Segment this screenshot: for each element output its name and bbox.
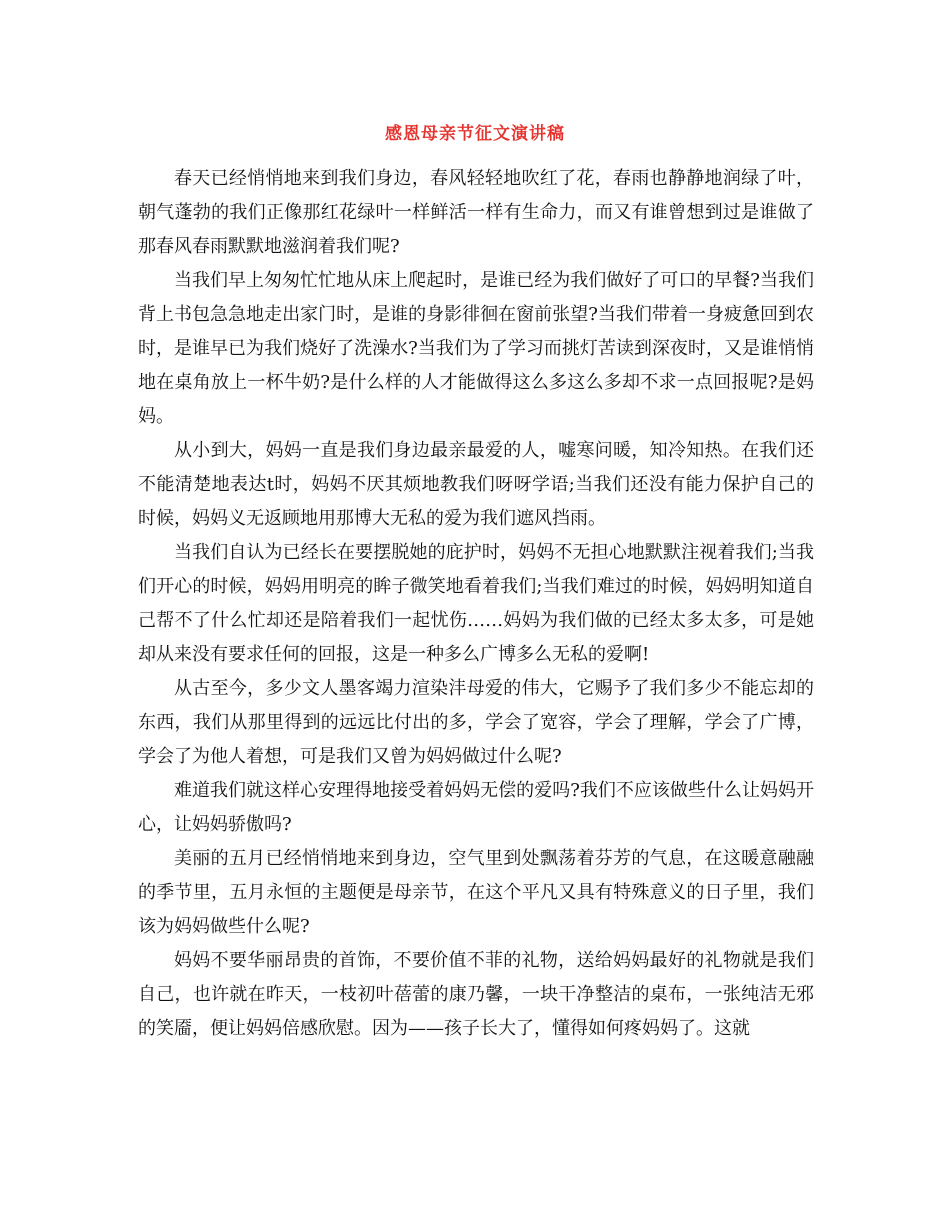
paragraph: 当我们自认为已经长在要摆脱她的庇护时，妈妈不无担心地默默注视着我们;当我们开心的时候，妈妈用明亮的眸子微笑地看着我们;当我们难过的时候，妈妈明知道自己帮不了什么忙却还是陪着我们一起忧伤……妈妈为我们做的已经太多太多，可是她却从来没有要求任何的回报，这是一种多么广博多么无私的爱啊! [138,542,814,665]
paragraph: 美丽的五月已经悄悄地来到身边，空气里到处飘荡着芬芳的气息，在这暖意融融的季节里，五月永恒的主题便是母亲节，在这个平凡又具有特殊意义的日子里，我们该为妈妈做些什么呢? [138,848,814,937]
paragraph: 春天已经悄悄地来到我们身边，春风轻轻地吹红了花，春雨也静静地润绿了叶，朝气蓬勃的我们正像那红花绿叶一样鲜活一样有生命力，而又有谁曾想到过是谁做了那春风春雨默默地滋润着我们呢? [138,168,814,257]
document-title: 感恩母亲节征文演讲稿 [385,124,565,144]
paragraph: 妈妈不要华丽昂贵的首饰，不要价值不菲的礼物，送给妈妈最好的礼物就是我们自己，也许就在昨天，一枝初叶蓓蕾的康乃馨，一块干净整洁的桌布，一张纯洁无邪的笑靥，便让妈妈倍感欣慰。因为——孩子长大了，懂得如何疼妈妈了。这就 [138,950,814,1039]
document-body [138,162,814,1046]
paragraph: 难道我们就这样心安理得地接受着妈妈无偿的爱吗?我们不应该做些什么让妈妈开心，让妈妈骄傲吗? [138,780,814,835]
paragraph: 当我们早上匆匆忙忙地从床上爬起时，是谁已经为我们做好了可口的早餐?当我们背上书包急急地走出家门时，是谁的身影徘徊在窗前张望?当我们带着一身疲惫回到农时，是谁早已为我们烧好了洗澡水?当我们为了学习而挑灯苦读到深夜时，又是谁悄悄地在桌角放上一杯牛奶?是什么样的人才能做得这么多这么多却不求一点回报呢?是妈妈。 [138,270,815,427]
paragraph: 从古至今，多少文人墨客竭力渲染沣母爱的伟大，它赐予了我们多少不能忘却的东西，我们从那里得到的远远比付出的多，学会了宽容，学会了理解，学会了广博，学会了为他人着想，可是我们又曾为妈妈做过什么呢? [138,678,814,767]
paragraph: 从小到大，妈妈一直是我们身边最亲最爱的人，嘘寒问暖，知冷知热。在我们还不能清楚地表达t时，妈妈不厌其烦地教我们呀呀学语;当我们还没有能力保护自己的时候，妈妈义无返顾地用那博大无私的爱为我们遮风挡雨。 [138,440,814,529]
